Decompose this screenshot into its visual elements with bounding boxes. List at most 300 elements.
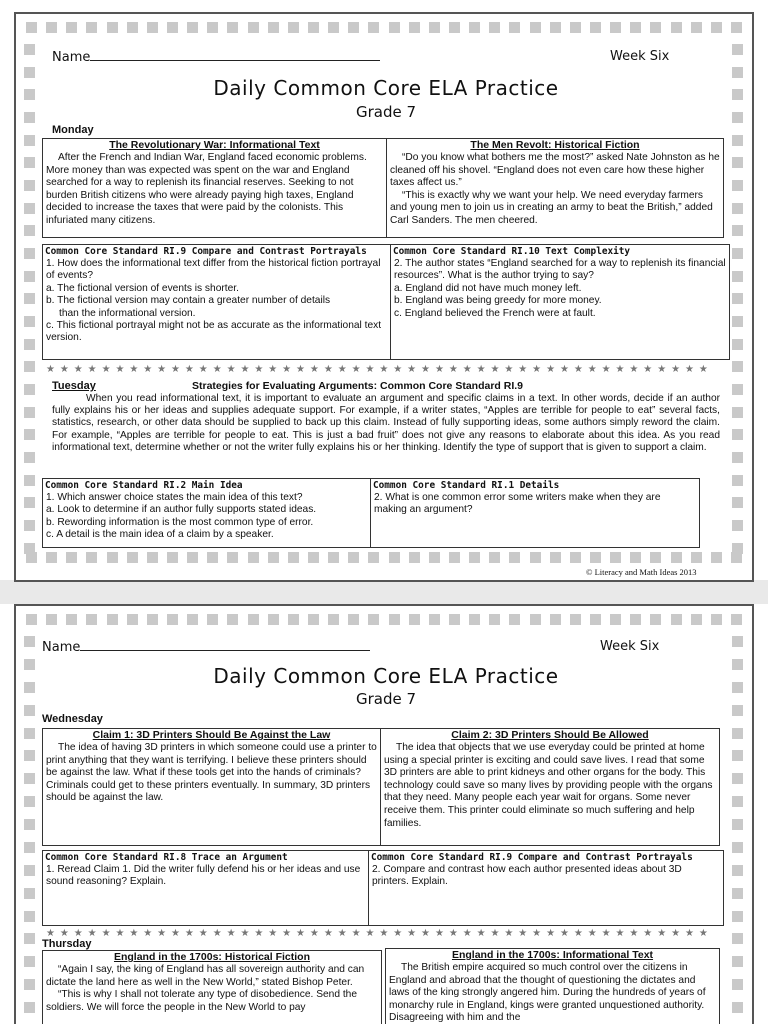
star-mark: ★	[490, 928, 500, 939]
star-mark: ★	[73, 928, 83, 939]
star-mark: ★	[573, 928, 583, 939]
star-mark: ★	[254, 364, 264, 375]
checker-square	[732, 225, 743, 236]
checker-square	[731, 614, 742, 625]
checker-square	[389, 22, 400, 33]
star-mark: ★	[643, 364, 653, 375]
claim-heading: Claim 2: 3D Printers Should Be Allowed	[451, 729, 649, 741]
claim-1-box	[42, 728, 381, 846]
star-mark: ★	[226, 928, 236, 939]
checker-square	[732, 750, 743, 761]
star-mark: ★	[671, 928, 681, 939]
checker-square	[711, 614, 722, 625]
claim-text: The idea that objects that we use everyday could be printed at home using a special printer is exciting and could save lives. I read that some 3D printers are able to print kidneys and other organs for the body. This technology could save so many lives by providing people with the organs that they need. Many people each year wait for organs. Some never receive them. This printer could eliminate so much suffering and help families.	[384, 742, 713, 829]
star-mark: ★	[184, 364, 194, 375]
checker-square	[24, 407, 35, 418]
question-text: 2. Compare and contrast how each author presented ideas about 3D printers. Explain.	[372, 864, 682, 888]
checker-square	[732, 865, 743, 876]
checker-square	[731, 22, 742, 33]
star-mark: ★	[365, 928, 375, 939]
checker-square	[66, 614, 77, 625]
question-box-4	[370, 478, 700, 548]
checker-square	[610, 22, 621, 33]
star-mark: ★	[351, 928, 361, 939]
checker-square	[530, 22, 541, 33]
checker-square	[107, 552, 118, 563]
answer-option-b: b. England was being greedy for more money.	[394, 295, 602, 307]
checker-square	[732, 497, 743, 508]
week-label: Week Six	[610, 49, 670, 64]
star-mark: ★	[171, 364, 180, 375]
star-mark: ★	[629, 928, 639, 939]
passage-historical-fiction	[42, 950, 382, 1024]
checker-square	[227, 22, 238, 33]
checker-square	[187, 22, 198, 33]
checker-square	[389, 552, 400, 563]
question-box-1	[42, 244, 391, 360]
checker-square	[167, 22, 178, 33]
checker-square	[147, 614, 158, 625]
checker-square	[409, 552, 420, 563]
checker-square	[732, 429, 743, 440]
star-mark: ★	[157, 928, 167, 939]
checker-square	[429, 614, 440, 625]
checker-square	[732, 819, 743, 830]
checker-square	[348, 22, 359, 33]
star-mark: ★	[198, 928, 208, 939]
checker-square	[24, 180, 35, 191]
star-mark: ★	[365, 364, 375, 375]
star-mark: ★	[587, 364, 597, 375]
checker-square	[732, 157, 743, 168]
checker-square	[732, 44, 743, 55]
star-mark: ★	[393, 928, 403, 939]
checker-square	[107, 614, 118, 625]
checker-square	[732, 339, 743, 350]
checker-square	[630, 552, 641, 563]
checker-square	[66, 552, 77, 563]
passage-heading: England in the 1700s: Informational Text	[451, 949, 654, 961]
checker-square	[24, 429, 35, 440]
checker-square	[449, 614, 460, 625]
star-mark: ★	[573, 364, 583, 375]
checker-square	[24, 979, 35, 990]
checker-square	[24, 1002, 35, 1013]
checker-square	[66, 22, 77, 33]
question-box-2	[390, 244, 730, 360]
checker-square	[187, 552, 198, 563]
checker-square	[530, 614, 541, 625]
star-mark: ★	[448, 364, 458, 375]
checker-square	[127, 552, 138, 563]
checker-square	[732, 180, 743, 191]
checker-square	[24, 157, 35, 168]
checker-square	[570, 22, 581, 33]
star-mark: ★	[657, 928, 667, 939]
star-mark: ★	[684, 364, 694, 375]
checker-square	[46, 614, 57, 625]
star-mark: ★	[421, 928, 431, 939]
name-underline	[90, 49, 380, 61]
checker-border-top	[26, 614, 742, 626]
star-mark: ★	[587, 928, 597, 939]
star-mark: ★	[698, 928, 708, 939]
name-field	[42, 639, 370, 655]
checker-square	[328, 22, 339, 33]
passage-informational	[42, 138, 387, 238]
checker-square	[187, 614, 198, 625]
day-label-thursday: Thursday	[42, 938, 92, 950]
star-mark: ★	[309, 928, 319, 939]
star-mark: ★	[671, 364, 681, 375]
checker-square	[24, 384, 35, 395]
star-mark: ★	[143, 928, 153, 939]
checker-square	[732, 293, 743, 304]
answer-option-c: c. A detail is the main idea of a claim by a speaker.	[46, 529, 274, 541]
star-mark: ★	[268, 364, 278, 375]
checker-square	[368, 22, 379, 33]
checker-square	[288, 614, 299, 625]
grade-label: Grade 7	[355, 690, 417, 708]
star-divider	[46, 364, 708, 376]
star-mark: ★	[254, 928, 264, 939]
passage-text: After the French and Indian War, England faced economic problems. More money than was expected was spent on the war and England searched for a way to replenish its financial reserves. Seeking to not burden British citizens who were already paying high taxes, England decided to increase the taxes that were paid by the colonists. This infuriated many citizens.	[46, 152, 367, 226]
passage-heading: The Men Revolt: Historical Fiction	[470, 139, 640, 151]
checker-square	[509, 614, 520, 625]
grade-label: Grade 7	[355, 103, 417, 121]
checker-square	[24, 956, 35, 967]
checker-square	[24, 248, 35, 259]
star-mark: ★	[129, 364, 139, 375]
claim-2-box	[380, 728, 720, 846]
passage-heading: England in the 1700s: Historical Fiction	[113, 951, 311, 963]
checker-square	[368, 552, 379, 563]
page-title: Daily Common Core ELA Practice	[213, 664, 559, 688]
checker-square	[671, 22, 682, 33]
lesson-paragraph: When you read informational text, it is important to evaluate an argument and specific claims in a text. In other words, decide if an author fully explains his or her ideas and supplies adequate support. For example, if a writer states, “Apples are terrible for people to eat” several facts, statistics, research, or other data should be supplied to back up this claim. Instead of fully supporting ideas, some authors simply reword the claim. For example, “Apples are terrible for people to eat. This is just a bad fruit” does not give any reasons to elaborate about this idea. As you read informational text, determine whether or not the writer fully explains his or her thinking. Identify the type of support that is given to support a claim.	[52, 393, 720, 453]
star-mark: ★	[615, 364, 625, 375]
answer-option-b-continued: than the informational version.	[59, 307, 196, 319]
checker-square	[630, 22, 641, 33]
checker-square	[469, 552, 480, 563]
checker-square	[550, 552, 561, 563]
checker-square	[590, 552, 601, 563]
star-mark: ★	[282, 364, 292, 375]
standard-label: Common Core Standard RI.1 Details	[373, 480, 560, 491]
checker-square	[46, 552, 57, 563]
standard-label: Common Core Standard RI.9 Compare and Contrast Portrayals	[45, 246, 367, 257]
checker-square	[328, 552, 339, 563]
checker-square	[590, 22, 601, 33]
checker-square	[86, 552, 97, 563]
checker-square	[24, 636, 35, 647]
checker-square	[24, 520, 35, 531]
question-text: 1. Reread Claim 1. Did the writer fully defend his or her ideas and use sound reasoning? Explain.	[46, 864, 361, 888]
checker-square	[24, 135, 35, 146]
checker-square	[389, 614, 400, 625]
section-heading: Strategies for Evaluating Arguments: Common Core Standard RI.9	[192, 380, 523, 392]
name-underline	[80, 639, 370, 651]
week-label: Week Six	[600, 639, 660, 654]
passage-historical-fiction	[386, 138, 724, 238]
star-mark: ★	[476, 364, 486, 375]
worksheet-page-1	[14, 12, 754, 582]
checker-square	[469, 614, 480, 625]
checker-square	[732, 520, 743, 531]
checker-square	[26, 552, 37, 563]
checker-square	[550, 614, 561, 625]
star-mark: ★	[115, 928, 125, 939]
page-title: Daily Common Core ELA Practice	[213, 76, 559, 100]
question-box-5	[42, 850, 369, 926]
star-mark: ★	[393, 364, 403, 375]
question-text: 2. The author states “England searched for a way to replenish its financial resources”. What is the author trying to say?	[394, 258, 726, 282]
checker-square	[167, 552, 178, 563]
checker-square	[24, 911, 35, 922]
checker-square	[127, 614, 138, 625]
star-mark: ★	[171, 928, 180, 939]
checker-square	[429, 22, 440, 33]
checker-square	[227, 552, 238, 563]
checker-square	[409, 614, 420, 625]
star-mark: ★	[268, 928, 278, 939]
checker-square	[26, 614, 37, 625]
checker-square	[429, 552, 440, 563]
checker-square	[732, 636, 743, 647]
star-mark: ★	[476, 928, 486, 939]
star-mark: ★	[240, 364, 250, 375]
checker-square	[570, 552, 581, 563]
question-text: 1. How does the informational text differ from the historical fiction portrayal of events?	[46, 258, 381, 282]
checker-square	[248, 22, 259, 33]
checker-square	[24, 865, 35, 876]
star-mark: ★	[59, 928, 69, 939]
checker-square	[732, 452, 743, 463]
checker-square	[24, 225, 35, 236]
checker-square	[86, 614, 97, 625]
star-mark: ★	[157, 364, 167, 375]
day-label-tuesday: Tuesday	[52, 380, 96, 392]
star-mark: ★	[59, 364, 69, 375]
checker-square	[167, 614, 178, 625]
answer-option-b: b. The fictional version may contain a greater number of details	[46, 295, 331, 307]
checker-square	[308, 552, 319, 563]
star-mark: ★	[421, 364, 431, 375]
checker-square	[409, 22, 420, 33]
checker-square	[732, 271, 743, 282]
passage-text: “This is why I shall not tolerate any type of disobedience. Send the soldiers. We will force the people in the New World to pay	[46, 989, 358, 1013]
checker-square	[489, 552, 500, 563]
checker-square	[24, 750, 35, 761]
checker-square	[671, 552, 682, 563]
star-mark: ★	[601, 928, 611, 939]
star-mark: ★	[559, 928, 569, 939]
star-mark: ★	[46, 928, 55, 939]
star-mark: ★	[198, 364, 208, 375]
checker-square	[732, 728, 743, 739]
checker-square	[691, 552, 702, 563]
checker-square	[227, 614, 238, 625]
star-mark: ★	[657, 364, 667, 375]
checker-square	[732, 384, 743, 395]
star-mark: ★	[434, 928, 444, 939]
checker-square	[24, 497, 35, 508]
checker-square	[732, 248, 743, 259]
checker-square	[368, 614, 379, 625]
checker-square	[732, 361, 743, 372]
checker-square	[24, 271, 35, 282]
star-mark: ★	[73, 364, 83, 375]
claim-heading: Claim 1: 3D Printers Should Be Against the Law	[92, 729, 331, 741]
star-mark: ★	[462, 928, 472, 939]
star-mark: ★	[101, 928, 111, 939]
star-mark: ★	[282, 928, 292, 939]
checker-square	[24, 293, 35, 304]
star-mark: ★	[546, 928, 556, 939]
checker-square	[509, 22, 520, 33]
passage-text: “Again I say, the king of England has all sovereign authority and can dictate the land here as well in the New World,” stated Bishop Peter.	[46, 964, 365, 988]
star-mark: ★	[532, 364, 542, 375]
checker-square	[691, 614, 702, 625]
star-mark: ★	[379, 364, 389, 375]
checker-square	[732, 796, 743, 807]
checker-square	[731, 552, 742, 563]
star-mark: ★	[101, 364, 111, 375]
checker-square	[24, 933, 35, 944]
checker-square	[24, 888, 35, 899]
checker-square	[650, 614, 661, 625]
star-mark: ★	[379, 928, 389, 939]
star-mark: ★	[87, 364, 97, 375]
checker-square	[469, 22, 480, 33]
star-mark: ★	[407, 928, 417, 939]
star-mark: ★	[296, 928, 305, 939]
standard-label: Common Core Standard RI.2 Main Idea	[45, 480, 243, 491]
answer-option-b: b. Rewording information is the most common type of error.	[46, 516, 314, 528]
star-mark: ★	[115, 364, 125, 375]
day-label-monday: Monday	[52, 124, 94, 136]
checker-square	[24, 452, 35, 463]
star-mark: ★	[643, 928, 653, 939]
copyright-notice: © Literacy and Math Ideas 2013	[586, 567, 697, 577]
checker-square	[732, 911, 743, 922]
checker-square	[308, 614, 319, 625]
checker-square	[24, 44, 35, 55]
checker-square	[348, 552, 359, 563]
star-mark: ★	[309, 364, 319, 375]
checker-square	[268, 614, 279, 625]
checker-square	[24, 203, 35, 214]
checker-square	[732, 933, 743, 944]
name-label: Name	[42, 640, 81, 655]
checker-square	[570, 614, 581, 625]
question-text: 1. Which answer choice states the main idea of this text?	[46, 492, 303, 503]
passage-heading: The Revolutionary War: Informational Text	[109, 139, 320, 151]
answer-option-a: a. England did not have much money left.	[394, 282, 582, 294]
star-mark: ★	[143, 364, 153, 375]
checker-square	[207, 22, 218, 33]
star-divider	[46, 928, 708, 940]
checker-square	[24, 475, 35, 486]
checker-square	[268, 552, 279, 563]
checker-square	[530, 552, 541, 563]
star-mark: ★	[448, 928, 458, 939]
checker-square	[24, 796, 35, 807]
checker-square	[489, 22, 500, 33]
checker-square	[288, 22, 299, 33]
star-mark: ★	[46, 364, 55, 375]
checker-square	[348, 614, 359, 625]
checker-square	[732, 407, 743, 418]
checker-square	[24, 316, 35, 327]
checker-square	[449, 552, 460, 563]
checker-square	[550, 22, 561, 33]
star-mark: ★	[323, 364, 333, 375]
star-mark: ★	[629, 364, 639, 375]
star-mark: ★	[615, 928, 625, 939]
checker-square	[248, 552, 259, 563]
question-box-6	[368, 850, 724, 926]
checker-square	[268, 22, 279, 33]
star-mark: ★	[212, 364, 222, 375]
star-mark: ★	[559, 364, 569, 375]
checker-square	[732, 135, 743, 146]
checker-square	[207, 614, 218, 625]
checker-square	[590, 614, 601, 625]
checker-border-bottom	[26, 552, 742, 564]
name-field	[52, 49, 380, 65]
checker-square	[732, 979, 743, 990]
standard-label: Common Core Standard RI.8 Trace an Argument	[45, 852, 288, 863]
page-gap	[0, 580, 768, 604]
checker-square	[732, 956, 743, 967]
worksheet-page-2	[14, 604, 754, 1024]
checker-square	[86, 22, 97, 33]
checker-square	[24, 339, 35, 350]
checker-square	[732, 203, 743, 214]
star-mark: ★	[490, 364, 500, 375]
checker-square	[711, 552, 722, 563]
star-mark: ★	[518, 928, 528, 939]
checker-square	[308, 22, 319, 33]
checker-square	[46, 22, 57, 33]
checker-square	[24, 773, 35, 784]
star-mark: ★	[226, 364, 236, 375]
star-mark: ★	[434, 364, 444, 375]
checker-square	[24, 361, 35, 372]
answer-option-a: a. Look to determine if an author fully supports stated ideas.	[46, 504, 317, 516]
passage-text: The British empire acquired so much control over the citizens in England and abroad that the thought of questioning the dictates and laws of the king strongly angered him. During the hundreds of years of monarchy rule in England, kings were granted unquestioned authority. Disagreeing with him and the	[389, 962, 706, 1024]
checker-square	[248, 614, 259, 625]
checker-square	[26, 22, 37, 33]
star-mark: ★	[351, 364, 361, 375]
passage-text: “This is exactly why we want your help. We need everyday farmers and young men to join us in creating an army to beat the British,” added Carl Sanders. The men cheered.	[390, 189, 713, 226]
answer-option-c: c. England believed the French were at fault.	[394, 307, 596, 319]
star-mark: ★	[407, 364, 417, 375]
checker-square	[732, 773, 743, 784]
star-mark: ★	[504, 364, 514, 375]
star-mark: ★	[240, 928, 250, 939]
checker-square	[24, 819, 35, 830]
checker-square	[328, 614, 339, 625]
checker-square	[650, 22, 661, 33]
star-mark: ★	[462, 364, 472, 375]
star-mark: ★	[337, 364, 347, 375]
checker-square	[732, 842, 743, 853]
star-mark: ★	[323, 928, 333, 939]
checker-square	[610, 614, 621, 625]
checker-square	[24, 728, 35, 739]
